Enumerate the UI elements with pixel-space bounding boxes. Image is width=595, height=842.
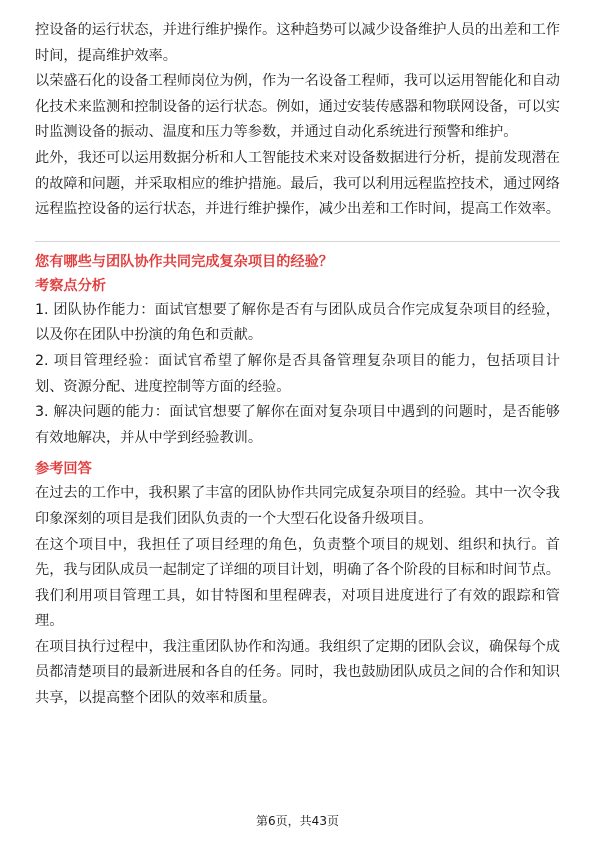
analysis-item: 1. 团队协作能力：面试官想要了解你是否有与团队成员合作完成复杂项目的经验，以及你在团队中扮演的角色和贡献。 bbox=[35, 301, 560, 344]
analysis-item: 3. 解决问题的能力：面试官想要了解你在面对复杂项目中遇到的问题时，是否能够有效地解决，并从中学到经验教训。 bbox=[35, 404, 560, 446]
analysis-item: 2. 项目管理经验：面试官希望了解你是否具备管理复杂项目的能力，包括项目计划、资源分配、进度控制等方面的经验。 bbox=[35, 352, 560, 395]
analysis-title: 考察点分析 bbox=[35, 277, 106, 294]
intro-paragraph: 此外，我还可以运用数据分析和人工智能技术来对设备数据进行分析，提前发现潜在的故障和问题，并采取相应的维护措施。最后，我可以利用远程监控技术，通过网络远程监控设备的运行状态，并进行维护操作，减少出差和工作时间，提高工作效率。 bbox=[35, 149, 560, 218]
page-number: 第6页，共43页 bbox=[256, 814, 339, 828]
intro-paragraph: 以荣盛石化的设备工程师岗位为例，作为一名设备工程师，我可以运用智能化和自动化技术来监测和控制设备的运行状态。例如，通过安装传感器和物联网设备，可以实时监测设备的振动、温度和压力等参数，并通过自动化系统进行预警和维护。 bbox=[35, 73, 560, 141]
answer-paragraph: 在项目执行过程中，我注重团队协作和沟通。我组织了定期的团队会议，确保每个成员都清楚项目的最新进展和各自的任务。同时，我也鼓励团队成员之间的合作和知识共享，以提高整个团队的效率和质量。 bbox=[35, 638, 560, 707]
answer-paragraph: 在过去的工作中，我积累了丰富的团队协作共同完成复杂项目的经验。其中一次令我印象深刻的项目是我们团队负责的一个大型石化设备升级项目。 bbox=[35, 485, 560, 527]
intro-paragraph: 控设备的运行状态，并进行维护操作。这种趋势可以减少设备维护人员的出差和工作时间，提高维护效率。 bbox=[35, 22, 560, 64]
answer-title: 参考回答 bbox=[35, 461, 92, 478]
question-heading: 您有哪些与团队协作共同完成复杂项目的经验？ bbox=[35, 253, 333, 270]
answer-paragraph: 在这个项目中，我担任了项目经理的角色，负责整个项目的规划、组织和执行。首先，我与团队成员一起制定了详细的项目计划，明确了各个阶段的目标和时间节点。我们利用项目管理工具，如甘特图和里程碑表，对项目进度进行了有效的跟踪和管理。 bbox=[35, 536, 560, 630]
section-divider bbox=[35, 241, 560, 242]
document-page bbox=[35, 18, 560, 712]
